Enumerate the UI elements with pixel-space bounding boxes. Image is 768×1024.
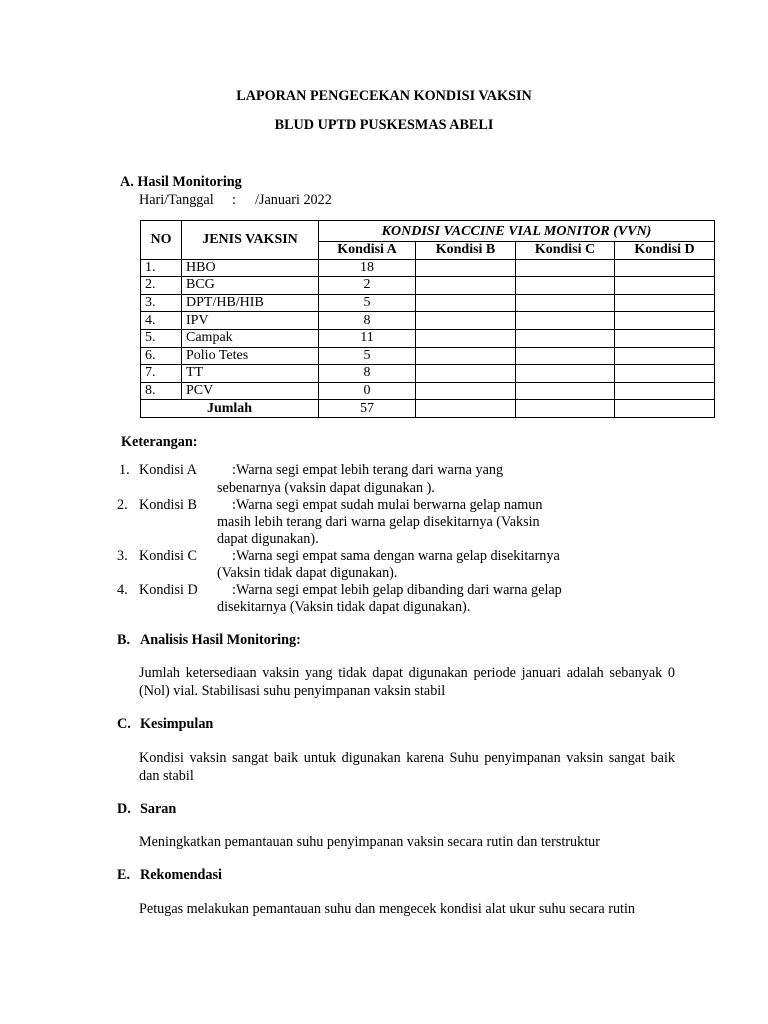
doc-title: LAPORAN PENGECEKAN KONDISI VAKSIN — [236, 88, 532, 104]
row-kondisi-d — [615, 277, 715, 295]
row-kondisi-a: 11 — [319, 329, 416, 347]
row-kondisi-c — [516, 259, 615, 277]
section-b-text: Jumlah ketersediaan vaksin yang tidak dapat digunakan periode januari adalah sebanyak 0 (Nol) vial. Stabilisasi suhu penyimpanan vaksin stabil — [139, 665, 675, 699]
row-kondisi-b — [416, 382, 516, 400]
total-kondisi-a: 57 — [319, 400, 416, 418]
keterangan-heading: Keterangan: — [121, 434, 198, 450]
table-row — [141, 347, 715, 365]
row-kondisi-d — [615, 382, 715, 400]
table-row — [141, 382, 715, 400]
row-no: 5. — [141, 329, 182, 347]
section-b-letter: B. — [117, 632, 131, 648]
row-jenis: Campak — [182, 329, 319, 347]
vaccine-table — [140, 220, 715, 418]
row-kondisi-a: 8 — [319, 312, 416, 330]
row-kondisi-b — [416, 294, 516, 312]
kondisi-desc: :Warna segi empat lebih terang dari warna yang — [232, 462, 504, 478]
kondisi-desc-cont: sebenarnya (vaksin dapat digunakan ). — [217, 480, 435, 496]
row-jenis: HBO — [182, 259, 319, 277]
section-d-heading: Saran — [140, 801, 177, 817]
table-row — [141, 312, 715, 330]
kondisi-label: Kondisi B — [139, 497, 197, 513]
row-kondisi-b — [416, 259, 516, 277]
col-header-kondisi-b: Kondisi B — [416, 241, 516, 259]
col-header-vvm: KONDISI VACCINE VIAL MONITOR (VVN) — [319, 221, 715, 242]
row-kondisi-d — [615, 347, 715, 365]
kondisi-desc-cont: dapat digunakan). — [217, 531, 319, 547]
kondisi-label: Kondisi A — [139, 462, 197, 478]
row-jenis: DPT/HB/HIB — [182, 294, 319, 312]
row-jenis: Polio Tetes — [182, 347, 319, 365]
row-no: 4. — [141, 312, 182, 330]
row-kondisi-d — [615, 259, 715, 277]
row-jenis: TT — [182, 365, 319, 383]
section-d-letter: D. — [117, 801, 131, 817]
row-kondisi-d — [615, 294, 715, 312]
col-header-kondisi-a: Kondisi A — [319, 241, 416, 259]
col-header-no: NO — [141, 221, 182, 260]
section-c-letter: C. — [117, 716, 131, 732]
section-c-text: Kondisi vaksin sangat baik untuk digunakan karena Suhu penyimpanan vaksin sangat baik dan stabil — [139, 750, 675, 784]
section-e-letter: E. — [117, 867, 131, 883]
total-label: Jumlah — [141, 400, 319, 418]
total-kondisi-d — [615, 400, 715, 418]
kondisi-desc-cont: masih lebih terang dari warna gelap disekitarnya (Vaksin — [217, 514, 540, 530]
row-kondisi-c — [516, 294, 615, 312]
section-c-heading: Kesimpulan — [140, 716, 214, 732]
kondisi-label: Kondisi C — [139, 548, 197, 564]
row-kondisi-a: 0 — [319, 382, 416, 400]
row-no: 8. — [141, 382, 182, 400]
date-colon: : — [232, 192, 236, 208]
row-kondisi-c — [516, 312, 615, 330]
table-row — [141, 294, 715, 312]
row-kondisi-b — [416, 329, 516, 347]
table-row — [141, 259, 715, 277]
list-number: 1. — [119, 462, 130, 478]
kondisi-desc: :Warna segi empat sama dengan warna gelap disekitarnya — [232, 548, 560, 564]
section-a-heading: A. Hasil Monitoring — [120, 174, 242, 190]
date-label: Hari/Tanggal — [139, 192, 214, 208]
row-no: 1. — [141, 259, 182, 277]
row-kondisi-c — [516, 382, 615, 400]
section-d-text: Meningkatkan pemantauan suhu penyimpanan vaksin secara rutin dan terstruktur — [139, 834, 600, 850]
row-kondisi-a: 2 — [319, 277, 416, 295]
row-kondisi-d — [615, 329, 715, 347]
col-header-kondisi-c: Kondisi C — [516, 241, 615, 259]
list-number: 2. — [117, 497, 128, 513]
kondisi-desc: :Warna segi empat sudah mulai berwarna gelap namun — [232, 497, 543, 513]
row-kondisi-b — [416, 347, 516, 365]
row-kondisi-d — [615, 365, 715, 383]
row-no: 2. — [141, 277, 182, 295]
row-kondisi-b — [416, 277, 516, 295]
row-kondisi-c — [516, 277, 615, 295]
row-jenis: BCG — [182, 277, 319, 295]
kondisi-desc-cont: disekitarnya (Vaksin tidak dapat digunakan). — [217, 599, 471, 615]
table-row — [141, 329, 715, 347]
row-jenis: PCV — [182, 382, 319, 400]
row-kondisi-a: 5 — [319, 347, 416, 365]
row-kondisi-d — [615, 312, 715, 330]
row-kondisi-b — [416, 312, 516, 330]
list-number: 4. — [117, 582, 128, 598]
row-kondisi-c — [516, 329, 615, 347]
row-kondisi-a: 5 — [319, 294, 416, 312]
row-no: 3. — [141, 294, 182, 312]
row-no: 6. — [141, 347, 182, 365]
total-kondisi-b — [416, 400, 516, 418]
row-kondisi-c — [516, 365, 615, 383]
table-row — [141, 365, 715, 383]
kondisi-desc: :Warna segi empat lebih gelap dibanding dari warna gelap — [232, 582, 562, 598]
row-kondisi-b — [416, 365, 516, 383]
list-number: 3. — [117, 548, 128, 564]
row-kondisi-a: 8 — [319, 365, 416, 383]
table-total-row — [141, 400, 715, 418]
section-b-heading: Analisis Hasil Monitoring: — [140, 632, 301, 648]
col-header-kondisi-d: Kondisi D — [615, 241, 715, 259]
kondisi-desc-cont: (Vaksin tidak dapat digunakan). — [217, 565, 398, 581]
date-value: /Januari 2022 — [255, 192, 332, 208]
total-kondisi-c — [516, 400, 615, 418]
row-kondisi-a: 18 — [319, 259, 416, 277]
row-no: 7. — [141, 365, 182, 383]
row-jenis: IPV — [182, 312, 319, 330]
section-e-text: Petugas melakukan pemantauan suhu dan mengecek kondisi alat ukur suhu secara rutin — [139, 901, 636, 917]
row-kondisi-c — [516, 347, 615, 365]
col-header-jenis: JENIS VAKSIN — [182, 221, 319, 260]
table-row — [141, 277, 715, 295]
section-e-heading: Rekomendasi — [140, 867, 222, 883]
kondisi-label: Kondisi D — [139, 582, 198, 598]
doc-subtitle: BLUD UPTD PUSKESMAS ABELI — [274, 117, 494, 133]
